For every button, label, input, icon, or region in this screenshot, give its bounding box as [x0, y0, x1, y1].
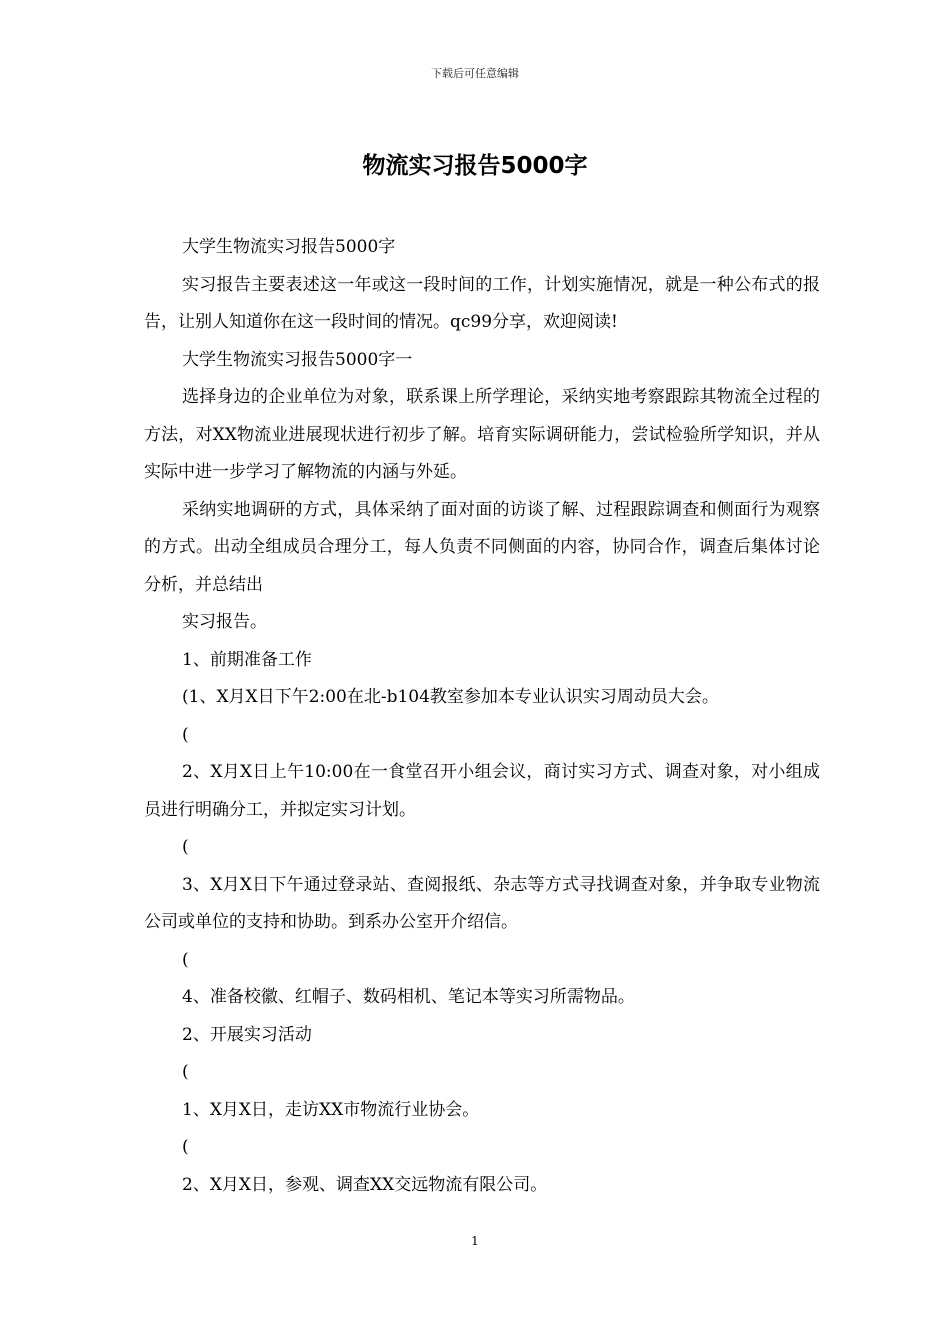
paragraph: 2、X月X日，参观、调查XX交远物流有限公司。: [182, 1174, 548, 1195]
paragraph: 2、X月X日上午10:00在一食堂召开小组会议，商讨实习方式、调查对象，对小组成员进行明确分工，并拟定实习计划。: [144, 762, 820, 820]
paragraph: (: [182, 949, 189, 970]
paragraph: (1、X月X日下午2:00在北-b104教室参加本专业认识实习周动员大会。: [182, 687, 719, 707]
paragraph: 4、准备校徽、红帽子、数码相机、笔记本等实习所需物品。: [182, 987, 635, 1007]
paragraph: 3、X月X日下午通过登录站、查阅报纸、杂志等方式寻找调查对象，并争取专业物流公司或单位的支持和协助。到系办公室开介绍信。: [144, 874, 820, 932]
paragraph: 实习报告主要表述这一年或这一段时间的工作，计划实施情况，就是一种公布式的报告，让别人知道你在这一段时间的情况。qc99分享，欢迎阅读!: [144, 274, 820, 332]
paragraph: (: [182, 724, 189, 745]
paragraph: 2、开展实习活动: [182, 1024, 312, 1045]
page-number: 1: [471, 1234, 479, 1248]
paragraph: 选择身边的企业单位为对象，联系课上所学理论，采纳实地考察跟踪其物流全过程的方法，对XX物流业进展现状进行初步了解。培育实际调研能力，尝试检验所学知识，并从实际中进一步学习了解物流的内涵与外延。: [144, 387, 820, 482]
paragraph: 大学生物流实习报告5000字一: [182, 349, 413, 370]
document-body: [144, 229, 820, 1204]
paragraph: (: [182, 1137, 189, 1157]
paragraph: 1、X月X日，走访XX市物流行业协会。: [182, 1099, 480, 1120]
paragraph: 1、前期准备工作: [182, 649, 312, 670]
paragraph: 采纳实地调研的方式，具体采纳了面对面的访谈了解、过程跟踪调查和侧面行为观察的方式。出动全组成员合理分工，每人负责不同侧面的内容，协同合作，调查后集体讨论分析，并总结出: [144, 499, 820, 595]
paragraph: 大学生物流实习报告5000字: [182, 237, 396, 257]
paragraph: (: [182, 837, 189, 857]
page-header-note: 下载后可任意编辑: [431, 67, 519, 80]
document-title: 物流实习报告5000字: [362, 153, 588, 179]
paragraph: (: [182, 1062, 189, 1082]
paragraph: 实习报告。: [182, 612, 267, 632]
